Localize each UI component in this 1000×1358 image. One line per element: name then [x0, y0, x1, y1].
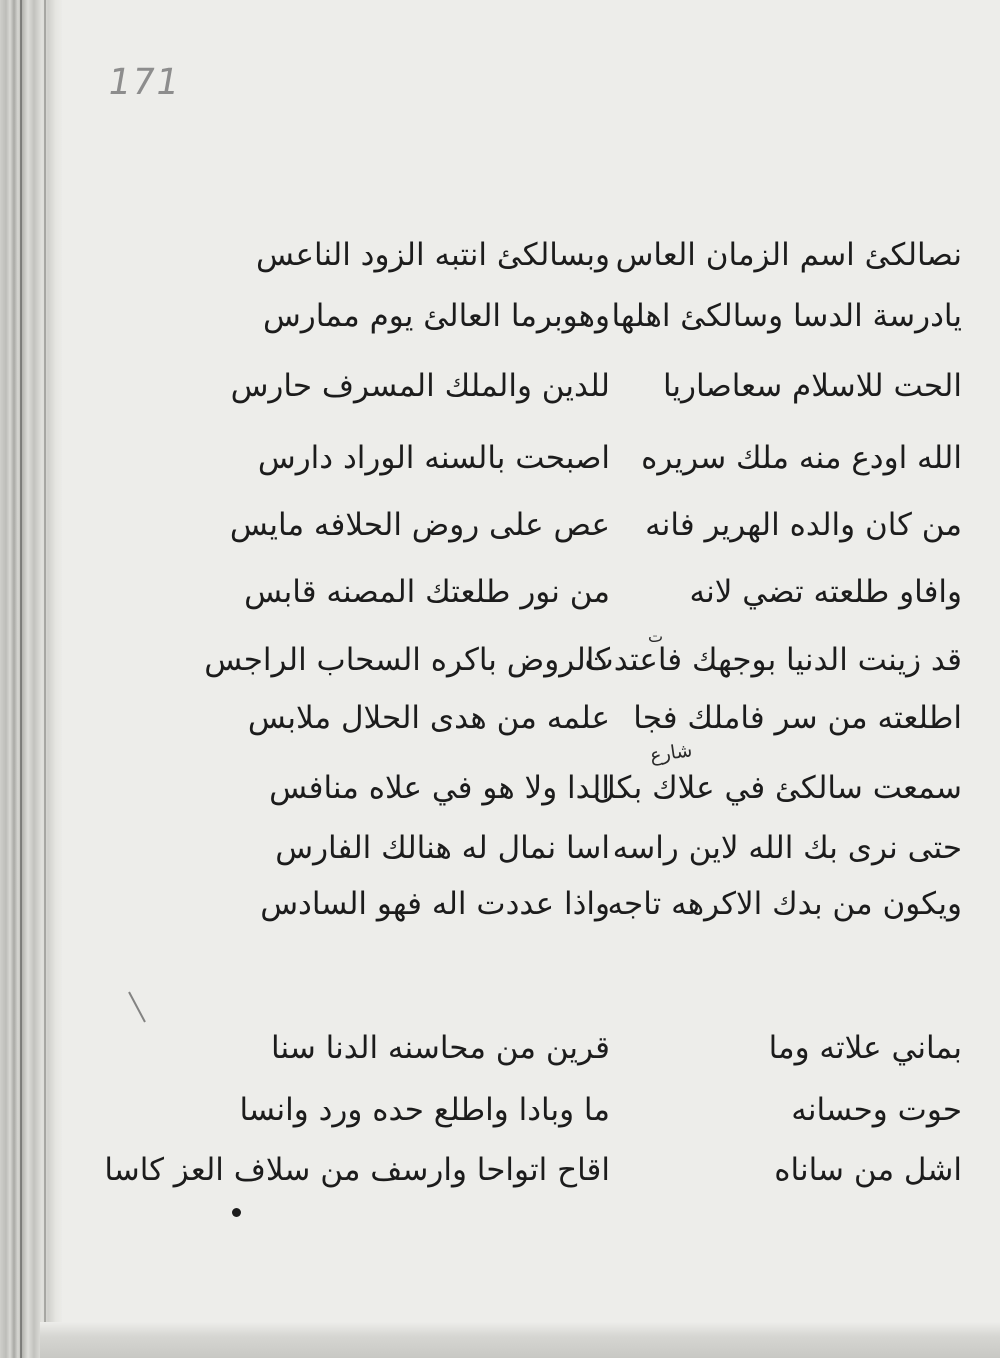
verse-right-hemistich: الحت للاسلام سعاصاريا [662, 368, 962, 404]
verse-line [0, 495, 1000, 555]
verse-left-hemistich: الدا ولا هو في علاه منافس [269, 770, 610, 806]
verse-line [0, 688, 1000, 748]
interlinear-mark: ت [648, 627, 664, 646]
verse-right-hemistich: بماني علاته وما [768, 1030, 962, 1066]
verse-left-hemistich: قرين من محاسنه الدنا سنا [271, 1030, 610, 1066]
verse-right-hemistich: الله اودع منه ملك سريره [641, 440, 962, 476]
verse-line [0, 562, 1000, 622]
verse-line [0, 758, 1000, 818]
verse-line [0, 630, 1000, 690]
verse-right-hemistich: يادرسة الدسا وسالكئ اهلها [611, 298, 962, 334]
verse-line [0, 1140, 1000, 1200]
verse-line [0, 818, 1000, 878]
verse-right-hemistich: نصالكئ اسم الزمان العاس [615, 237, 962, 273]
verse-left-hemistich: من نور طلعتك المصنه قابس [244, 574, 610, 610]
verse-right-hemistich: سمعت سالكئ في علاك بكل [593, 770, 962, 806]
verse-line [0, 225, 1000, 285]
verse-left-hemistich: اقاح اتواحا وارسف من سلاف العز كاسا [104, 1152, 610, 1188]
page-bottom-edge [40, 1322, 1000, 1358]
verse-left-hemistich: واذا عددت اله فهو السادس [260, 886, 610, 922]
verse-left-hemistich: عص على روض الحلافه مايس [229, 507, 610, 543]
verse-right-hemistich: من كان والده الهرير فانه [645, 507, 962, 543]
verse-line [0, 1018, 1000, 1078]
verse-right-hemistich: اطلعته من سر فاملك فجا [633, 700, 962, 736]
verse-left-hemistich: كالروض باكره السحاب الراجس [204, 642, 610, 678]
verse-right-hemistich: حوت وحسانه [791, 1092, 962, 1128]
verse-right-hemistich: حتى نرى بك الله لاين راسه [612, 830, 962, 866]
verse-left-hemistich: للدين والملك المسرف حارس [230, 368, 610, 404]
verse-left-hemistich: اسا نمال له هنالك الفارس [275, 830, 610, 866]
verse-line [0, 1080, 1000, 1140]
verse-left-hemistich: وهوبرما العالئ يوم ممارس [262, 298, 610, 334]
text-end-dot [232, 1208, 241, 1217]
verse-line [0, 286, 1000, 346]
interlinear-note: شارع [648, 739, 694, 767]
verse-right-hemistich: قد زينت الدنيا بوجهك فاعتدت [584, 642, 962, 678]
verse-left-hemistich: علمه من هدى الحلال ملابس [247, 700, 610, 736]
folio-number: 171 [104, 62, 184, 103]
verse-right-hemistich: اشل من ساناه [774, 1152, 962, 1188]
verse-right-hemistich: وافاو طلعته تضي لانه [689, 574, 962, 610]
verse-left-hemistich: وبسالكئ انتبه الزود الناعس [255, 237, 610, 273]
verse-right-hemistich: ويكون من بدك الاكرهه تاجه [607, 886, 962, 922]
verse-left-hemistich: ما وبادا واطلع حده ورد وانسا [239, 1092, 610, 1128]
verse-left-hemistich: اصبحت بالسنه الوراد دارس [257, 440, 610, 476]
verse-line [0, 428, 1000, 488]
verse-line [0, 874, 1000, 934]
verse-line [0, 356, 1000, 416]
